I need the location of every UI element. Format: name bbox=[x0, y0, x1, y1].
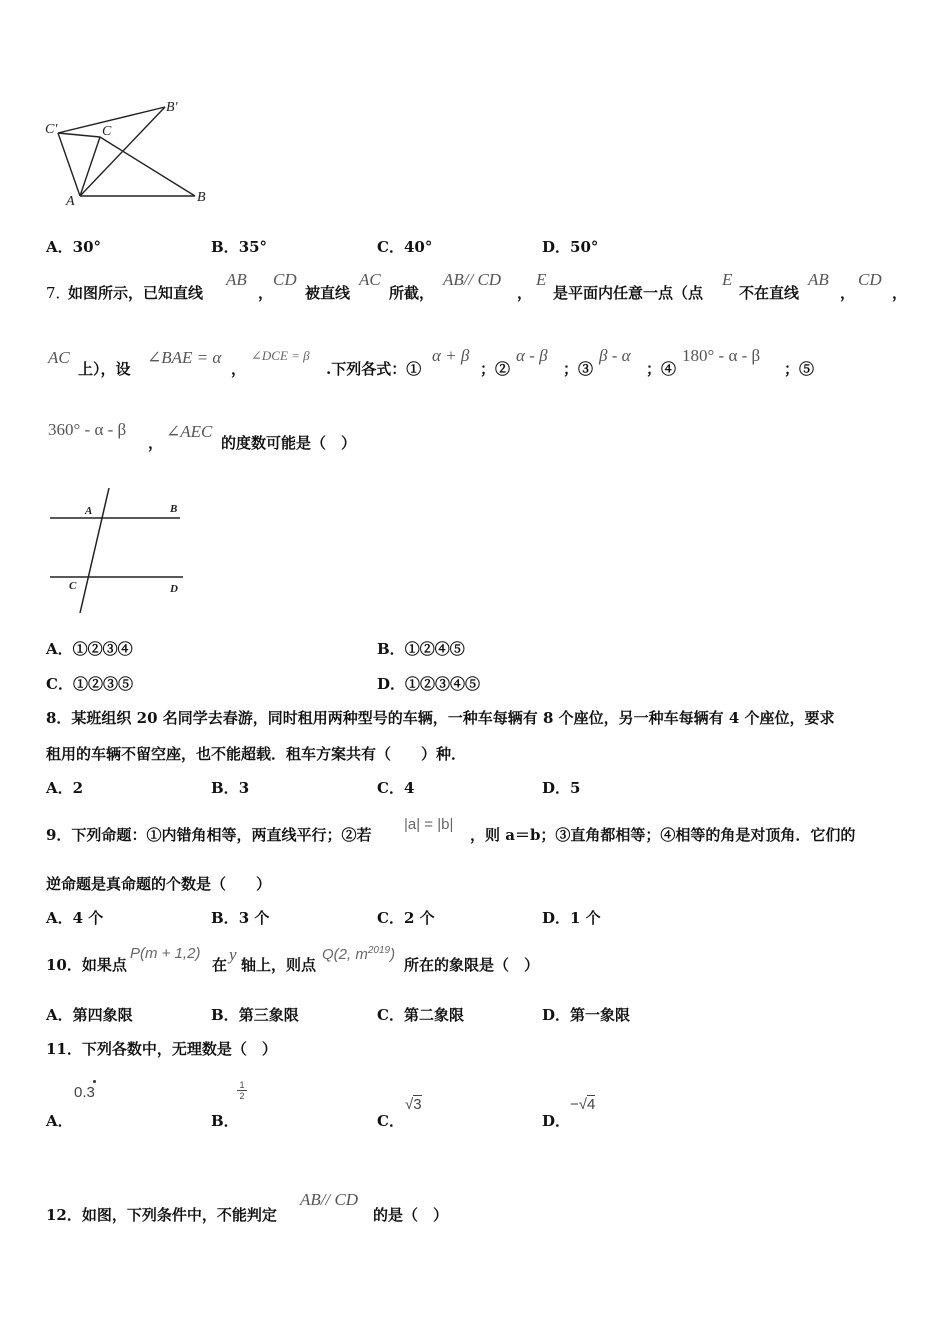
q11-stem: 11．下列各数中，无理数是（ ） bbox=[46, 1040, 277, 1058]
q6-option-a[interactable]: A．30° bbox=[46, 238, 102, 256]
q10-point-p: P(m + 1,2) bbox=[130, 945, 201, 962]
q8-option-d[interactable]: D．5 bbox=[542, 779, 581, 797]
label-a: A bbox=[66, 194, 75, 209]
segment-c-b bbox=[100, 137, 195, 196]
q7-number: 7． bbox=[46, 284, 71, 302]
label-c: C bbox=[102, 124, 112, 139]
label-a: A bbox=[85, 505, 93, 517]
q6-option-d[interactable]: D．50° bbox=[542, 238, 599, 256]
q11-option-c[interactable]: C． √3 bbox=[377, 1096, 422, 1130]
repeating-dot-icon bbox=[93, 1080, 96, 1083]
sqrt-expression: √3 bbox=[405, 1096, 422, 1113]
rotation-triangle-figure bbox=[40, 95, 230, 209]
segment-c-prime-a bbox=[58, 133, 80, 196]
q7-line-2: AC 上），设 ∠BAE = α ， ∠DCE = β .下列各式：① α + β ；② α - β ；③ β - α ；④ 180° - α - β ；⑤ bbox=[48, 346, 815, 378]
q9-stem-line-2: 逆命题是真命题的个数是（ ） bbox=[46, 875, 272, 893]
q9-line-1: 9．下列命题：①内错角相等，两直线平行；②若 |a| = |b| ，则 a＝b；③直角都相等；④相等的角是对顶角．它们的 bbox=[46, 816, 856, 844]
q10-option-d[interactable]: D．第一象限 bbox=[542, 1006, 631, 1024]
q7-option-c[interactable]: C．①②③⑤ bbox=[46, 675, 133, 693]
q11-option-d[interactable]: D． −√4 bbox=[542, 1096, 596, 1130]
q10-point-q: Q(2, $m^{2019}$) bbox=[322, 945, 396, 963]
q8-option-b[interactable]: B．3 bbox=[211, 779, 250, 797]
q10-option-b[interactable]: B．第三象限 bbox=[211, 1006, 299, 1024]
q7-option-a[interactable]: A．①②③④ bbox=[46, 640, 133, 658]
sqrt-icon: √ bbox=[578, 1096, 587, 1113]
q10-option-a[interactable]: A．第四象限 bbox=[46, 1006, 133, 1024]
segment-c-prime-b-prime bbox=[58, 107, 165, 133]
segment-c-prime-c bbox=[58, 133, 100, 137]
q8-stem-line-2: 租用的车辆不留空座，也不能超载．租车方案共有（ ）种． bbox=[46, 745, 467, 763]
q7-line-3: 360° - α - β ， ∠AEC 的度数可能是（ ） bbox=[48, 420, 357, 452]
q11-option-b[interactable]: B． 1 2 bbox=[211, 1080, 331, 1130]
sqrt-icon: √ bbox=[405, 1096, 414, 1113]
q12-line-1: 12．如图，下列条件中，不能判定 AB// CD 的是（ ） bbox=[46, 1190, 449, 1224]
q9-option-b[interactable]: B．3 个 bbox=[211, 909, 270, 927]
label-b-prime: B′ bbox=[166, 100, 178, 115]
label-c-prime: C′ bbox=[45, 122, 58, 137]
segment-a-c bbox=[80, 137, 100, 196]
q6-option-b[interactable]: B．35° bbox=[211, 238, 268, 256]
fraction: 1 2 bbox=[237, 1080, 247, 1101]
neg-sqrt-expression: −√4 bbox=[570, 1096, 596, 1113]
q6-option-c[interactable]: C．40° bbox=[377, 238, 433, 256]
q7-option-d[interactable]: D．①②③④⑤ bbox=[377, 675, 481, 693]
parallel-lines-figure bbox=[45, 485, 195, 615]
q10-option-c[interactable]: C．第二象限 bbox=[377, 1006, 464, 1024]
q7-line-1: 7． 如图所示，已知直线 AB ， CD 被直线 AC 所截， AB// CD ， E 是平面内任意一点（点 E 不在直线 AB ， CD ， bbox=[46, 270, 908, 302]
q9-option-a[interactable]: A．4 个 bbox=[46, 909, 104, 927]
label-c: C bbox=[69, 580, 77, 592]
q8-option-c[interactable]: C．4 bbox=[377, 779, 415, 797]
q8-stem-line-1: 8．某班组织 20 名同学去春游，同时租用两种型号的车辆，一种车每辆有 8 个座位，另一种车每辆有 4 个座位，要求 bbox=[46, 709, 835, 727]
q11-option-a[interactable]: A． 0.3 bbox=[46, 1080, 166, 1130]
q8-option-a[interactable]: A．2 bbox=[46, 779, 84, 797]
q7-option-b[interactable]: B．①②④⑤ bbox=[377, 640, 465, 658]
q9-option-c[interactable]: C．2 个 bbox=[377, 909, 435, 927]
q9-option-d[interactable]: D．1 个 bbox=[542, 909, 601, 927]
label-b: B bbox=[170, 503, 178, 515]
label-b: B bbox=[197, 190, 206, 205]
q10-line-1: 10．如果点 P(m + 1,2) 在 y 轴上，则点 Q(2, $m^{2019}$) 所在的象限是（ ） bbox=[46, 945, 540, 974]
label-d: D bbox=[170, 583, 178, 595]
